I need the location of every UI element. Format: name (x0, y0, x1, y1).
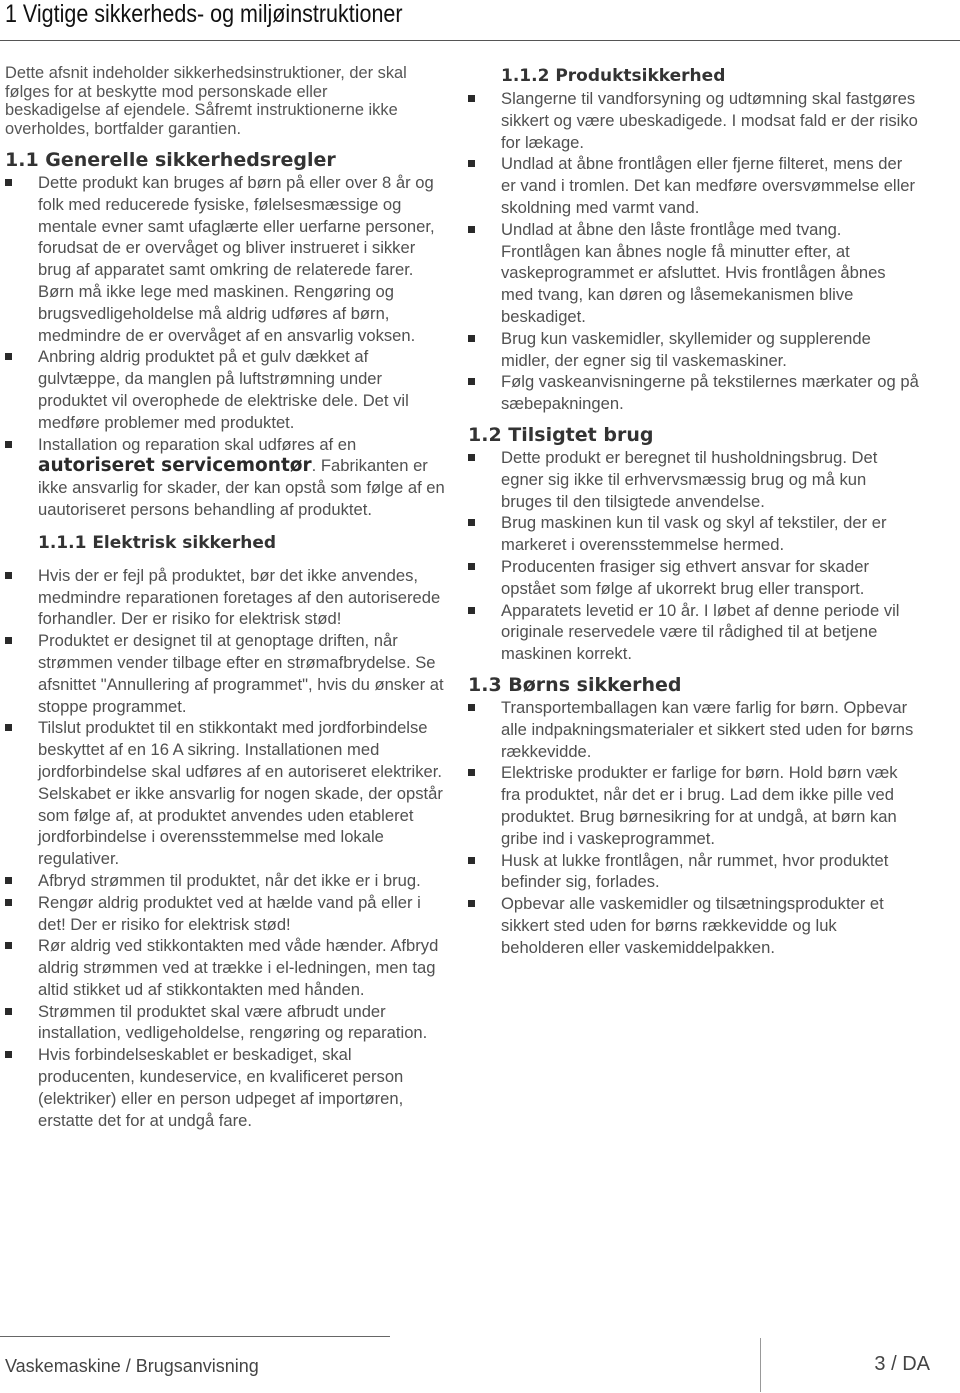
list-item (468, 153, 920, 218)
list-item (468, 697, 920, 762)
list-item-text: Transportemballagen kan være farlig for børn. Opbevar alle indpakningsmaterialer et sikkert sted uden for børns rækkevidde. (501, 697, 914, 761)
list-item (5, 1044, 445, 1131)
list-item (468, 893, 920, 958)
bullet-icon (5, 942, 12, 949)
bullet-icon (468, 335, 475, 342)
intended-use-list (468, 447, 920, 665)
footer-separator (760, 1338, 761, 1392)
bullet-icon (5, 877, 12, 884)
list-item (5, 1001, 445, 1045)
bullet-icon (468, 519, 475, 526)
list-item (468, 762, 920, 849)
bullet-icon (468, 378, 475, 385)
list-item (5, 172, 445, 346)
section-title-1-1-2: 1.1.2 Produktsikkerhed (501, 66, 726, 86)
list-item-text: Slangerne til vandforsyning og udtømning skal fastgøres sikkert og være ubeskadigede. I modsat fald er der risiko for lækage. (501, 89, 918, 152)
list-item-text: Installation og reparation skal udføres af en (38, 434, 357, 454)
list-item (5, 935, 445, 1000)
emphasized-term: autoriseret servicemontør (38, 455, 312, 477)
child-safety-list (468, 697, 920, 959)
bullet-icon (5, 1051, 12, 1058)
header-divider (0, 40, 960, 41)
list-item (5, 892, 445, 936)
list-item-text: Hvis forbindelseskablet er beskadiget, skal producenten, kundeservice, en kvalificeret person (elektriker) eller en person udpeget af importøren, erstatte det for at undgå fare. (38, 1045, 404, 1130)
list-item-text: Undlad at åbne den låste frontlåge med tvang. Frontlågen kan åbnes nogle få minutter efter, at vaskeprogrammet er afsluttet. Hvis frontlågen åbnes med tvang, kan døren og låsemekanismen blive beskadiget. (501, 219, 886, 326)
list-item (5, 717, 445, 870)
list-item (5, 870, 445, 892)
bullet-icon (468, 769, 475, 776)
list-item (468, 219, 920, 328)
bullet-icon (5, 899, 12, 906)
section-title-1-3: 1.3 Børns sikkerhed (468, 673, 682, 696)
chapter-title: 1 Vigtige sikkerheds- og miljøinstruktioner (5, 0, 403, 28)
footer-document-title: Vaskemaskine / Brugsanvisning (5, 1356, 259, 1376)
bullet-icon (468, 160, 475, 167)
list-item (5, 630, 445, 717)
bullet-icon (5, 572, 12, 579)
left-column (5, 64, 445, 1131)
list-item (468, 328, 920, 372)
list-item (468, 447, 920, 512)
list-item-text: Husk at lukke frontlågen, når rummet, hvor produktet befinder sig, forlades. (501, 850, 889, 892)
bullet-icon (468, 454, 475, 461)
section-title-1-1-1: 1.1.1 Elektrisk sikkerhed (38, 532, 277, 553)
list-item (5, 434, 445, 521)
section-title-1-2: 1.2 Tilsigtet brug (468, 423, 654, 446)
bullet-icon (5, 353, 12, 360)
list-item-text: Brug maskinen kun til vask og skyl af tekstiler, der er markeret i overensstemmelse hermed. (501, 513, 887, 555)
bullet-icon (468, 900, 475, 907)
list-item-text: Opbevar alle vaskemidler og tilsætningsprodukter et sikkert sted uden for børns rækkevidde og luk beholderen eller vaskemiddelpakken. (501, 894, 884, 957)
list-item-text: Hvis der er fejl på produktet, bør det ikke anvendes, medmindre reparationen foretages af den autoriserede forhandler. Der er risiko for elektrisk stød! (38, 565, 441, 629)
list-item-text: Strømmen til produktet skal være afbrudt under installation, vedligeholdelse, rengøring og reparation. (38, 1001, 428, 1043)
list-item (468, 371, 920, 415)
list-item-text: Dette produkt er beregnet til husholdningsbrug. Det egner sig ikke til erhvervsmæssig brug og må kun bruges til den tilsigtede anvendelse. (501, 447, 878, 511)
right-column (468, 64, 920, 958)
list-item (5, 346, 445, 433)
bullet-icon (468, 857, 475, 864)
bullet-icon (5, 441, 12, 448)
electrical-safety-list (5, 565, 445, 1132)
list-item (5, 565, 445, 630)
bullet-icon (468, 563, 475, 570)
page-number: 3 / DA (874, 1353, 930, 1375)
page-header (0, 0, 960, 40)
list-item (468, 850, 920, 894)
intro-paragraph: Dette afsnit indeholder sikkerhedsinstruktioner, der skal følges for at beskytte mod personskade eller beskadigelse af ejendele. Såfremt instruktionerne ikke overholdes, bortfalder garantien. (5, 64, 407, 138)
bullet-icon (468, 704, 475, 711)
list-item (468, 556, 920, 600)
list-item-text: Producenten frasiger sig ethvert ansvar for skader opstået som følge af ukorrekt brug eller transport. (501, 556, 870, 598)
list-item-text: . Fabrikanten er ikke ansvarlig for skader, der kan opstå som følge af en uautoriseret persons behandling af produktet. (38, 456, 445, 519)
list-item-text: Brug kun vaskemidler, skyllemider og supplerende midler, der egner sig til vaskemaskiner. (501, 328, 871, 370)
list-item-text: Dette produkt kan bruges af børn på eller over 8 år og folk med reducerede fysiske, følelsesmæssige og mentale evner samt ufaglærte eller uerfarne personer, forudsat de er overvåget og bliver instrueret i sikker brug af apparatet samt omkring de relaterede farer. Børn må ikke lege med maskinen. Rengøring og brugsvedligeholdelse må aldrig udføres af børn, medmindre de er overvåget af en ansvarlig voksen. (38, 173, 435, 345)
general-rules-list (5, 172, 445, 521)
list-item (468, 600, 920, 665)
list-item-text: Undlad at åbne frontlågen eller fjerne filteret, mens der er vand i tromlen. Det kan medføre oversvømmelse eller skoldning med varmt vand. (501, 154, 916, 217)
list-item (468, 88, 920, 153)
bullet-icon (468, 226, 475, 233)
list-item-text: Afbryd strømmen til produktet, når det ikke er i brug. (38, 870, 421, 890)
list-item-text: Rengør aldrig produktet ved at hælde vand på eller i det! Der er risiko for elektrisk stød! (38, 892, 421, 934)
bullet-icon (5, 724, 12, 731)
product-safety-list (468, 88, 920, 415)
list-item-text: Følg vaskeanvisningerne på tekstilernes mærkater og på sæbepakningen. (501, 372, 919, 414)
list-item-text: Produktet er designet til at genoptage driften, når strømmen vender tilbage efter en strømafbrydelse. Se afsnittet "Annullering af programmet", hvis du ønsker at stoppe programmet. (38, 631, 444, 716)
list-item-text: Anbring aldrig produktet på et gulv dækket af gulvtæppe, da manglen på luftstrømning under produktet vil overophede de elektriske dele. Det vil medføre problemer med produktet. (38, 347, 409, 432)
section-title-1-1: 1.1 Generelle sikkerhedsregler (5, 149, 336, 171)
footer-divider (0, 1336, 390, 1337)
list-item-text: Rør aldrig ved stikkontakten med våde hænder. Afbryd aldrig strømmen ved at trække i el-ledningen, men tag altid stikket ud af stikkontakten med hånden. (38, 936, 439, 999)
list-item-text: Tilslut produktet til en stikkontakt med jordforbindelse beskyttet af en 16 A sikring. Installationen med jordforbindelse skal udføres af en autoriseret elektriker. Selskabet er ikke ansvarlig for nogen skade, der opstår som følge af, at produktet anvendes uden etableret jordforbindelse i overensstemmelse med lokale regulativer. (38, 718, 443, 869)
list-item-text: Apparatets levetid er 10 år. I løbet af denne periode vil originale reservedele være til rådighed til at betjene maskinen korrekt. (501, 600, 900, 664)
list-item (468, 512, 920, 556)
bullet-icon (5, 179, 12, 186)
bullet-icon (5, 1008, 12, 1015)
bullet-icon (468, 95, 475, 102)
list-item-text: Elektriske produkter er farlige for børn. Hold børn væk fra produktet, når det er i brug. Lad dem ikke pille ved produktet. Brug børnesikring for at undgå, at børn kan gribe ind i vaskeprogrammet. (501, 763, 898, 848)
bullet-icon (5, 637, 12, 644)
bullet-icon (468, 607, 475, 614)
